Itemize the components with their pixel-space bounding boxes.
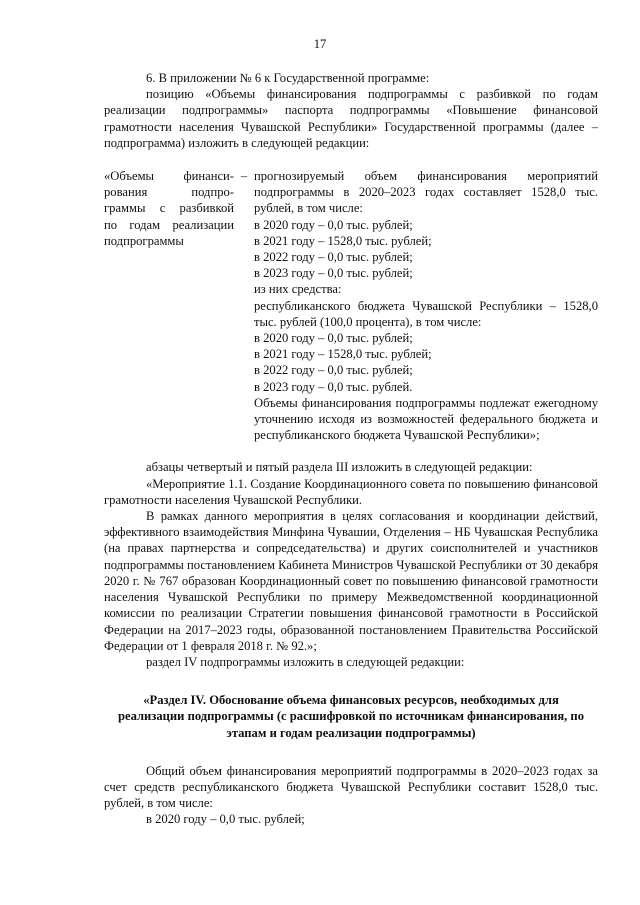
passport-right-cell (254, 168, 598, 443)
spacer (104, 443, 598, 459)
right-year: в 2022 году – 0,0 тыс. рублей; (254, 363, 413, 378)
right-note: Объемы финансирования подпрограммы подлежат ежегодному уточнению исходя из возможностей федерального бюджета и республиканского бюджета Чувашской Республики»; (254, 395, 598, 443)
right-year: в 2021 году – 1528,0 тыс. рублей; (254, 347, 432, 362)
section-4-heading: «Раздел IV. Обоснование объема финансовых ресурсов, необходимых для реализации подпрограммы (с расшифровкой по источникам финансирования, по этапам и годам реализации подпрограммы) (117, 693, 584, 740)
passport-table (104, 168, 598, 443)
right-year: в 2021 году – 1528,0 тыс. рублей; (254, 233, 432, 248)
left-line: «Объемы финанси- (104, 169, 234, 184)
right-year: в 2023 году – 0,0 тыс. рублей. (254, 379, 413, 394)
right-budget: республиканского бюджета Чувашской Республики – 1528,0 тыс. рублей (100,0 процента), в том числе: (254, 298, 598, 329)
spacer (104, 741, 598, 763)
passport-left-cell (104, 168, 234, 443)
paragraph-total: Общий объем финансирования мероприятий подпрограммы в 2020–2023 годах за счет средств республиканского бюджета Чувашской Республики составит 1528,0 тыс. рублей, в том числе: (104, 763, 598, 811)
passport-dash: – (240, 169, 248, 184)
paragraph-framework: В рамках данного мероприятия в целях согласования и координации действий, эффективного взаимодействия Минфина Чувашии, Отделения – НБ Чувашская Республика (на правах партнерства и сопредседательства) и других соисполнителей и участников подпрограммы постановлением Кабинета Министров Чувашской Республики от 30 декабря 2020 г. № 767 образован Координационный совет по повышению финансовой грамотности населения Чувашской Республики по примеру Межведомственной координационной комиссии по реализации Стратегии повышения финансовой грамотности в Российской Федерации на 2017–2023 годы, образованной постановлением Правительства Российской Федерации от 1 февраля 2018 г. № 92.»; (104, 509, 598, 653)
right-intro: прогнозируемый объем финансирования мероприятий подпрограммы в 2020–2023 годах составляет 1528,0 тыс. рублей, в том числе: (254, 169, 598, 216)
item-6-heading: 6. В приложении № 6 к Государственной программе: (146, 71, 430, 85)
left-line: граммы с разбивкой (104, 201, 234, 216)
left-line: подпрограммы (104, 233, 184, 248)
paragraph-abzacy: абзацы четвертый и пятый раздела III изложить в следующей редакции: (146, 460, 533, 475)
right-year: в 2022 году – 0,0 тыс. рублей; (254, 250, 413, 265)
right-year: в 2023 году – 0,0 тыс. рублей; (254, 266, 413, 281)
paragraph-measure: «Мероприятие 1.1. Создание Координационного совета по повышению финансовой грамотности населения Чувашской Республики. (104, 476, 598, 507)
page-number: 17 (313, 37, 327, 51)
left-line: рования подпро- (104, 185, 234, 200)
item-6-text: позицию «Объемы финансирования подпрограммы с разбивкой по годам реализации подпрограммы» паспорта подпрограммы «Повышение финансовой грамотности населения Чувашской Республики» Государственной программы (далее – подпрограмма) изложить в следующей редакции: (104, 87, 598, 150)
right-year: в 2020 году – 0,0 тыс. рублей; (254, 331, 413, 346)
spacer (104, 670, 598, 692)
paragraph-2020: в 2020 году – 0,0 тыс. рублей; (146, 812, 305, 827)
left-line: по годам реализации (104, 217, 234, 232)
right-sources: из них средства: (254, 282, 342, 297)
right-year: в 2020 году – 0,0 тыс. рублей; (254, 217, 413, 232)
paragraph-section4: раздел IV подпрограммы изложить в следующей редакции: (146, 654, 465, 669)
page-body (104, 70, 598, 828)
